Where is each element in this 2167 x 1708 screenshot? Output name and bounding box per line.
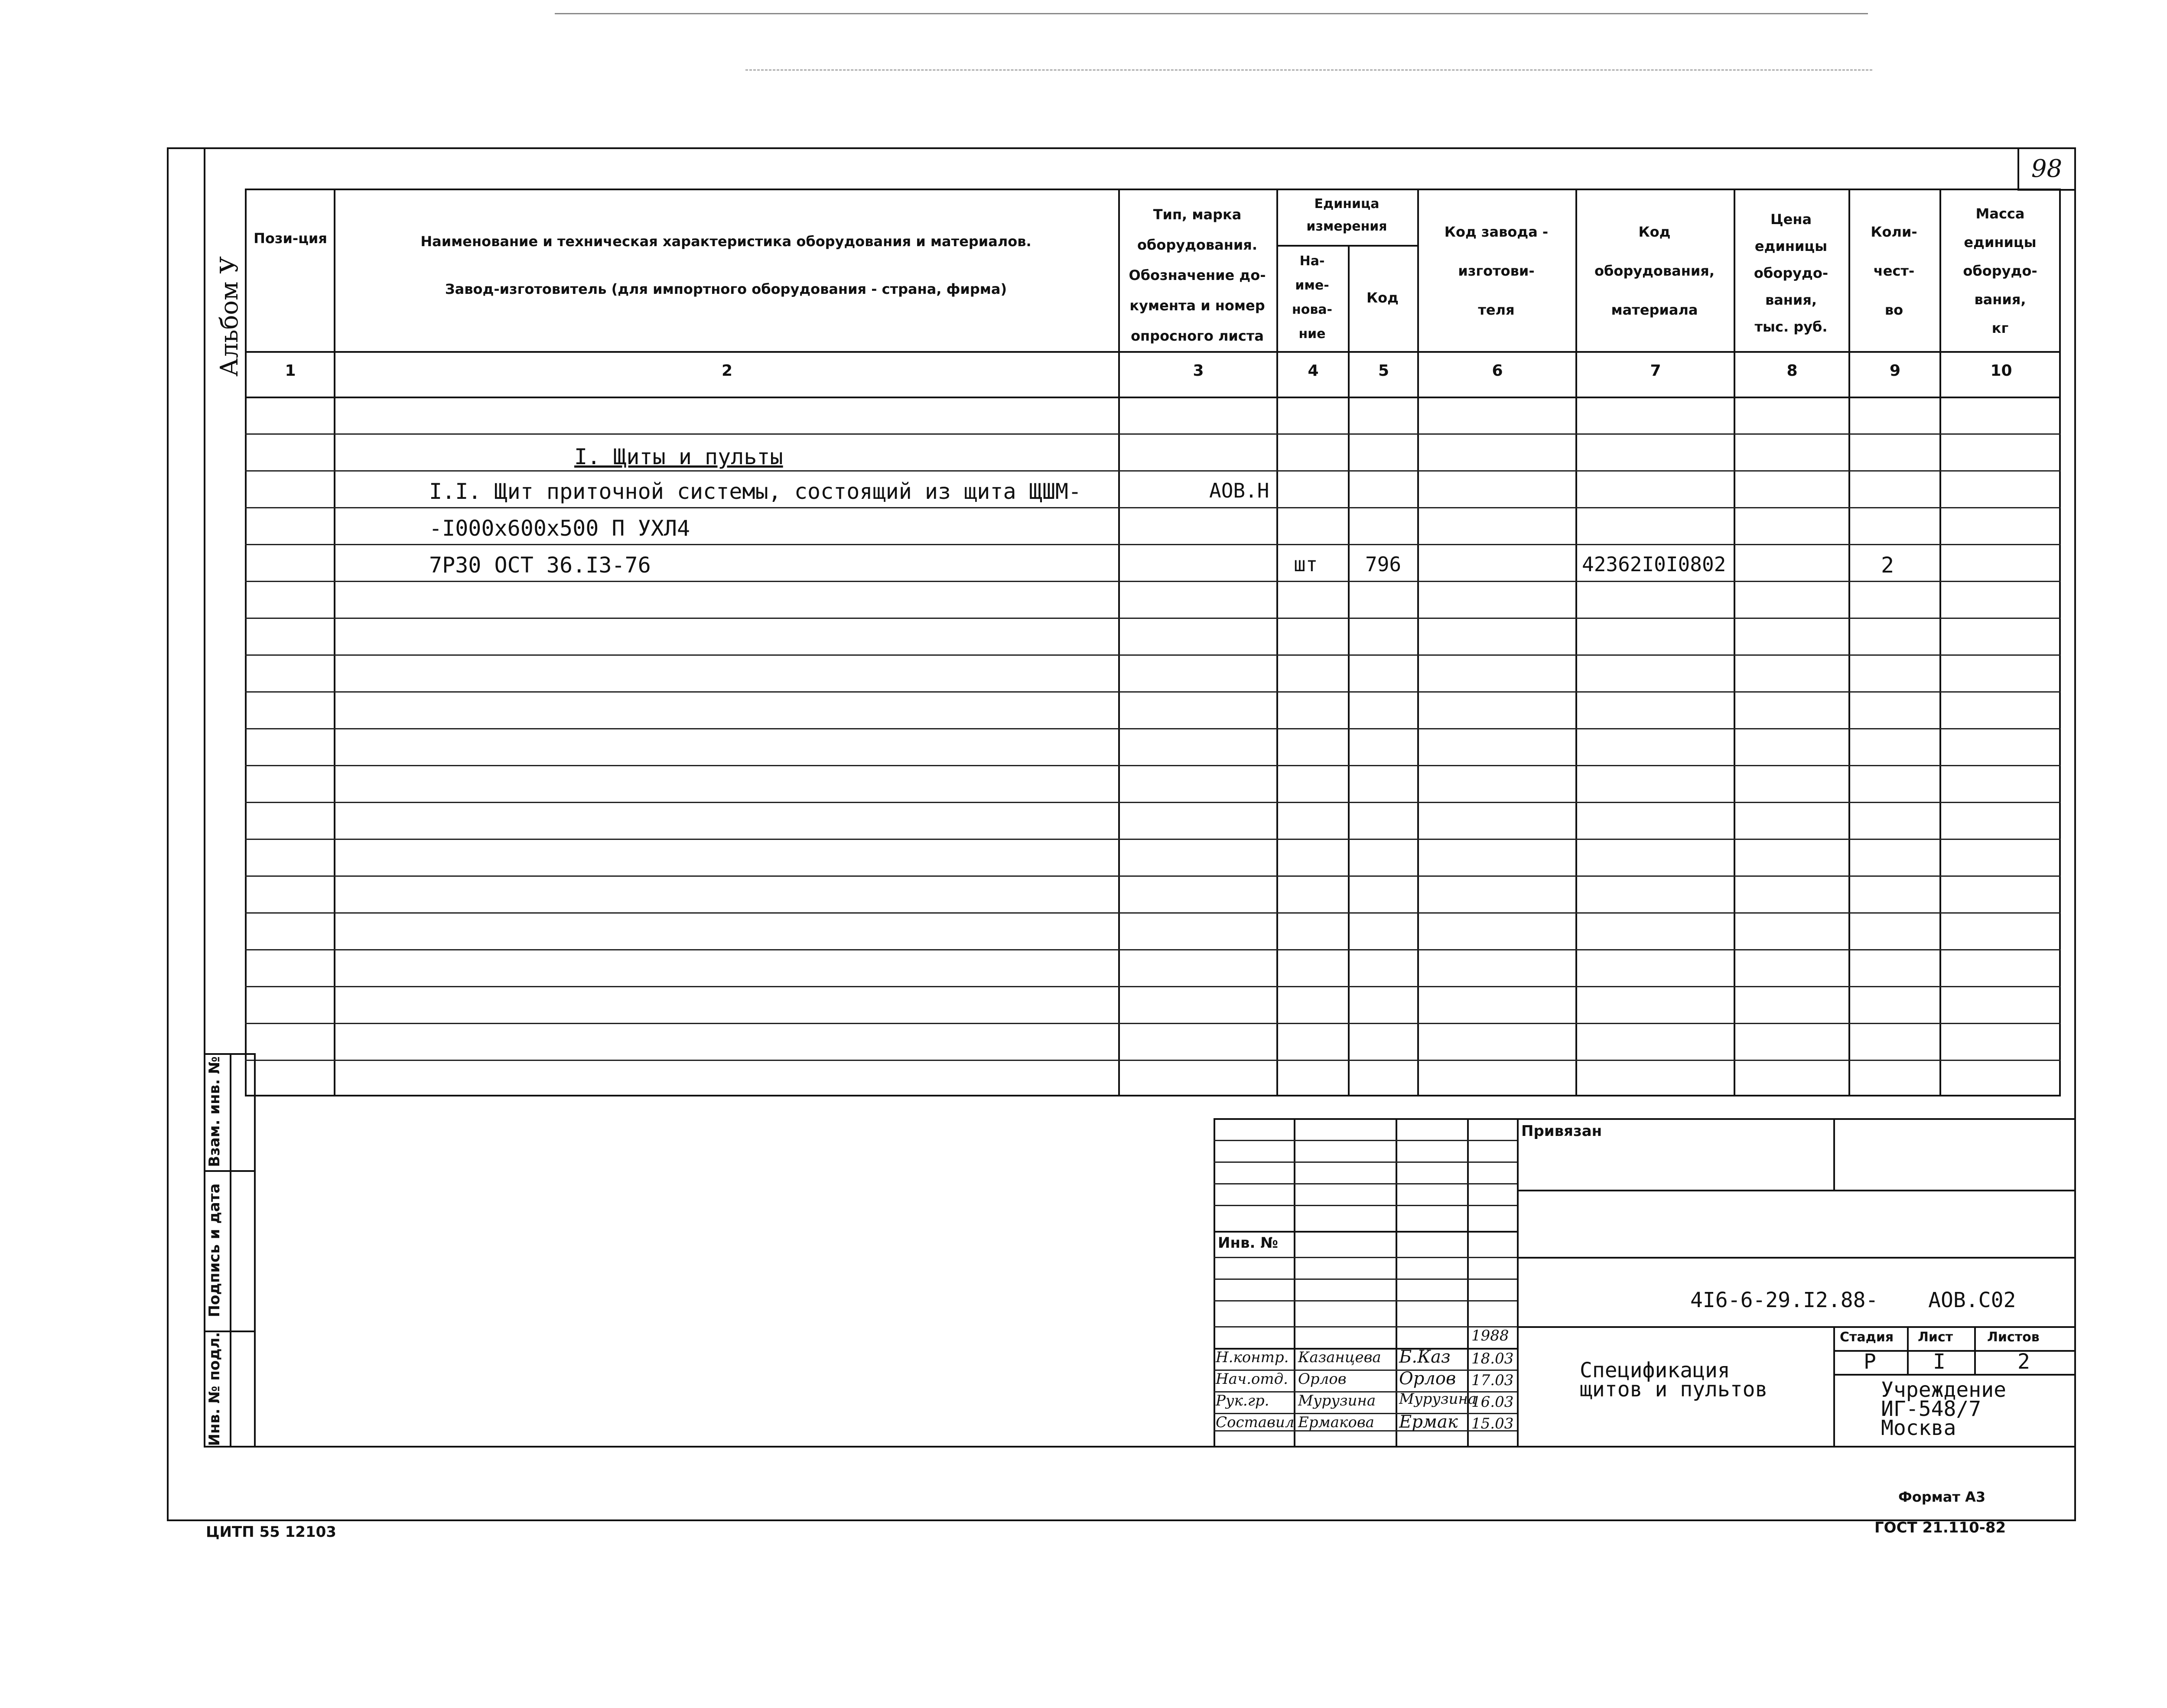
page-number: 98 <box>2031 155 2063 183</box>
header-mass-l3: оборудо- <box>1963 263 2037 279</box>
col-num-9: 9 <box>1889 362 1901 380</box>
sign-nachotd: Орлов <box>1399 1369 1456 1389</box>
header-unit-name-l3: нова- <box>1292 302 1333 317</box>
item-quantity: 2 <box>1881 553 1894 578</box>
header-maker-l3: теля <box>1478 302 1515 318</box>
header-price-l3: оборудо- <box>1754 265 1829 281</box>
section-title: I. Щиты и пульты <box>574 444 783 469</box>
organization: Учреждение ИГ-548/7 Москва <box>1881 1378 2006 1440</box>
footer-gost: ГОСТ 21.110-82 <box>1874 1519 2006 1536</box>
side-sign-date: Подпись и дата <box>206 1183 223 1318</box>
item-description-line2: -I000x600x500 П УХЛ4 <box>429 516 690 541</box>
header-mass-l1: Масса <box>1975 205 2025 222</box>
album-label: Альбом У <box>215 256 244 377</box>
header-unit-name-l4: ние <box>1298 326 1326 342</box>
item-description-line3: 7Р30 ОСТ 36.I3-76 <box>429 553 651 578</box>
col-num-4: 4 <box>1308 362 1319 380</box>
header-equip-l2: оборудования, <box>1594 263 1715 279</box>
date-nkontr: 18.03 <box>1471 1350 1514 1367</box>
role-rukgr: Рук.гр. <box>1216 1392 1269 1409</box>
header-type-l4: кумента и номер <box>1129 297 1265 314</box>
header-price-l5: тыс. руб. <box>1754 319 1828 335</box>
side-replaced-inv: Взам. инв. № <box>206 1056 223 1167</box>
item-unit-code: 796 <box>1365 553 1402 576</box>
item-material-code: 42362I0I0802 <box>1582 553 1726 576</box>
name-nachotd: Орлов <box>1298 1370 1347 1388</box>
header-price-l2: единицы <box>1754 238 1828 254</box>
name-nkontr: Казанцева <box>1298 1349 1381 1366</box>
date-nachotd: 17.03 <box>1471 1372 1514 1389</box>
header-qty-l3: во <box>1884 302 1903 318</box>
document-title: Спецификация щитов и пультов <box>1580 1358 1768 1402</box>
header-equip-l1: Код <box>1638 224 1671 240</box>
col-num-5: 5 <box>1378 362 1389 380</box>
sign-rukgr: Мурузина <box>1399 1390 1477 1408</box>
inv-no-label: Инв. № <box>1218 1234 1279 1252</box>
col-num-1: 1 <box>285 362 296 380</box>
sheet-label: Лист <box>1918 1330 1953 1345</box>
header-price-block <box>1736 206 1846 340</box>
header-qty-l1: Коли- <box>1871 224 1917 240</box>
header-name-line2: Завод-изготовитель (для импортного оборудования - страна, фирма) <box>445 281 1007 297</box>
date-sostavil: 15.03 <box>1471 1415 1514 1432</box>
sheets-value: 2 <box>2017 1350 2030 1374</box>
col-num-6: 6 <box>1492 362 1503 380</box>
attached-label: Привязан <box>1521 1122 1602 1140</box>
approval-year: 1988 <box>1471 1327 1509 1344</box>
header-type-block <box>1120 199 1274 351</box>
header-maker-l2: изготови- <box>1458 263 1535 279</box>
name-rukgr: Мурузина <box>1298 1392 1376 1409</box>
footer-format: Формат А3 <box>1898 1489 1986 1505</box>
scan-line-top2 <box>745 69 1872 71</box>
role-nkontr: Н.контр. <box>1216 1349 1289 1366</box>
sheets-label: Листов <box>1987 1330 2040 1345</box>
item-description-line1: I.I. Щит приточной системы, состоящий из щита ЩШМ- <box>429 479 1082 504</box>
sign-sostavil: Ермак <box>1399 1412 1458 1432</box>
role-nachotd: Нач.отд. <box>1216 1370 1288 1388</box>
header-qty-l2: чест- <box>1873 263 1915 279</box>
side-inv-orig: Инв. № подл. <box>206 1332 223 1446</box>
item-doc-code: АОВ.Н <box>1209 479 1269 502</box>
header-unit-name-l2: име- <box>1295 278 1329 293</box>
header-maker-code-block <box>1419 212 1573 329</box>
header-qty-block <box>1851 212 1937 329</box>
header-equip-l3: материала <box>1611 302 1698 318</box>
document-number: 4I6-6-29.I2.88- АОВ.С02 <box>1690 1288 2016 1312</box>
sheet-value: I <box>1933 1350 1946 1374</box>
header-position: Пози-ция <box>254 230 327 247</box>
col-num-8: 8 <box>1786 362 1798 380</box>
header-type-l2: оборудования. <box>1137 237 1257 253</box>
header-mass-l5: кг <box>1991 320 2009 336</box>
item-unit-name: шт <box>1294 553 1318 576</box>
header-type-l3: Обозначение до- <box>1129 267 1266 283</box>
header-unit-group: Единица измерения <box>1306 196 1387 234</box>
header-mass-block <box>1942 199 2059 342</box>
name-sostavil: Ермакова <box>1298 1414 1374 1431</box>
stage-label: Стадия <box>1840 1330 1894 1345</box>
footer-left-code: ЦИТП 55 12103 <box>206 1523 336 1541</box>
header-mass-l4: вания, <box>1974 291 2026 308</box>
header-unit-code: Код <box>1367 290 1399 306</box>
header-name-line1: Наименование и техническая характеристика оборудования и материалов. <box>420 233 1031 250</box>
header-price-l4: вания, <box>1765 292 1817 308</box>
header-mass-l2: единицы <box>1964 234 2037 251</box>
header-equip-code-block <box>1578 212 1731 329</box>
col-num-3: 3 <box>1193 362 1204 380</box>
date-rukgr: 16.03 <box>1471 1393 1514 1411</box>
col-num-7: 7 <box>1650 362 1661 380</box>
header-type-l1: Тип, марка <box>1153 206 1242 223</box>
header-unit-name-l1: На- <box>1299 254 1325 269</box>
header-type-l5: опросного листа <box>1131 328 1264 344</box>
header-maker-l1: Код завода - <box>1444 224 1549 240</box>
header-unit-name-block <box>1279 249 1346 346</box>
col-num-2: 2 <box>721 362 733 380</box>
role-sostavil: Составил <box>1216 1414 1295 1431</box>
stage-value: Р <box>1864 1350 1876 1374</box>
header-price-l1: Цена <box>1770 211 1812 228</box>
sign-nkontr: Б.Каз <box>1399 1347 1451 1367</box>
scan-line-top <box>555 13 1868 14</box>
col-num-10: 10 <box>1990 362 2012 380</box>
